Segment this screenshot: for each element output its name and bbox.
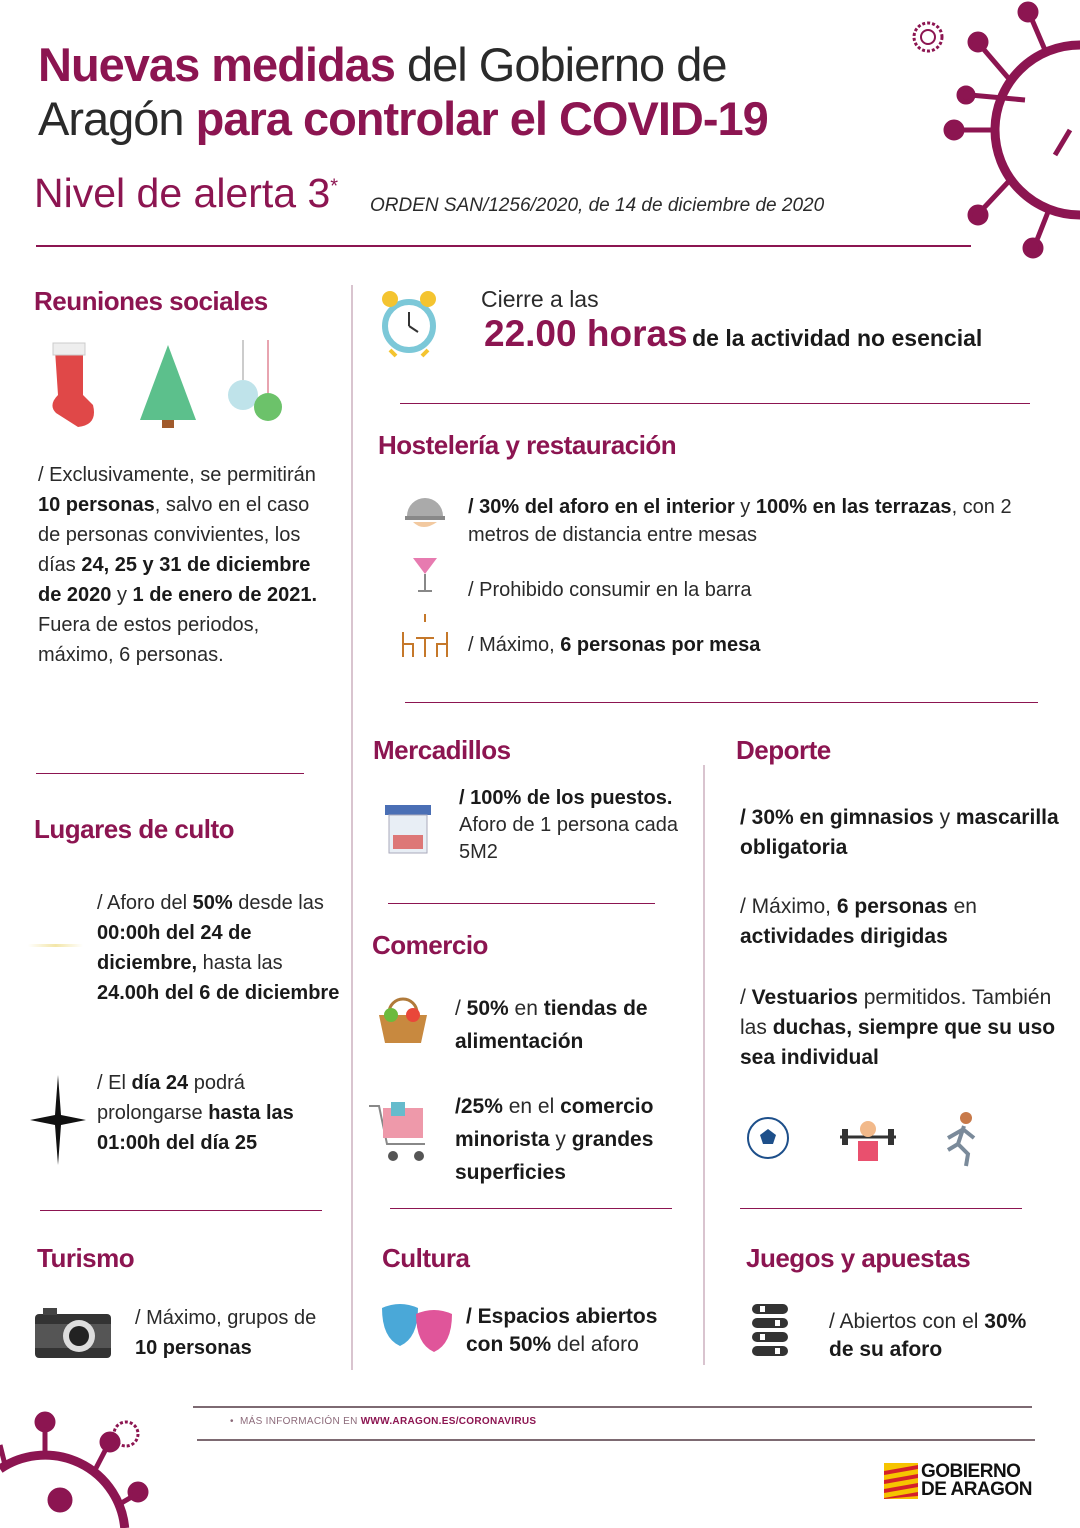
alert-level-text: Nivel de alerta 3: [34, 170, 331, 216]
text: / Aforo del: [97, 892, 193, 914]
christmas-decorations-icon: [40, 335, 290, 430]
text: en: [508, 997, 544, 1020]
cultura-text: [466, 1303, 696, 1359]
section-title-cultura: Cultura: [382, 1243, 470, 1273]
order-reference: ORDEN SAN/1256/2020, de 14 de diciembre de 2020: [370, 195, 825, 216]
camera-icon: [35, 1308, 111, 1358]
culto-item: [97, 888, 347, 1008]
market-stall-icon: [383, 803, 433, 855]
section-title-culto: Lugares de culto: [34, 814, 235, 844]
column-divider: [703, 765, 705, 1365]
text: / Máximo,: [468, 634, 561, 656]
header-divider: [36, 245, 971, 247]
section-title-deporte: Deporte: [736, 735, 831, 765]
text: /: [455, 997, 467, 1020]
bold-text: 30% de su aforo: [829, 1310, 1027, 1361]
logo-line-1: GOBIERNO: [921, 1461, 1021, 1482]
more-info-link[interactable]: WWW.ARAGON.ES/CORONAVIRUS: [360, 1416, 537, 1427]
divider: [40, 1210, 322, 1211]
bold-text: 50%: [192, 892, 233, 914]
bold-text: mascarilla obligatoria: [740, 806, 1059, 859]
text: hasta las: [197, 952, 283, 974]
bold-text: día 24: [131, 1072, 189, 1094]
deporte-item: [740, 803, 1060, 863]
text: / Máximo,: [740, 895, 837, 918]
alarm-clock-icon: [380, 284, 438, 358]
bold-text: 24, 25 y 31 de diciembre de 2020: [38, 554, 311, 606]
text: podrá prolongarse: [97, 1072, 245, 1124]
section-title-reuniones: Reuniones sociales: [34, 286, 268, 316]
bold-text: 00:00h del 24 de diciembre,: [97, 922, 252, 974]
bold-text: Nuevas medidas: [38, 38, 395, 91]
bold-text: / 30% del aforo en el interior: [468, 496, 735, 518]
bold-text: 100% en las terrazas: [755, 496, 952, 518]
title-line-1: [38, 38, 768, 92]
text: / Prohibido consumir en la barra: [468, 579, 752, 601]
closing-time-line: [484, 313, 982, 355]
bold-text: / 30% en gimnasios: [740, 806, 934, 829]
small-virus-icon: [905, 14, 951, 60]
divider: [400, 403, 1030, 404]
title-line-2: [38, 92, 768, 146]
section-title-turismo: Turismo: [37, 1243, 135, 1273]
bold-text: duchas, siempre que su uso sea individual: [740, 1016, 1056, 1069]
logo-line-2: DE ARAGON: [921, 1479, 1032, 1500]
closing-pre: Cierre a las: [481, 286, 599, 312]
hosteleria-item: [468, 630, 760, 660]
hosteleria-item: [468, 493, 1038, 549]
reuniones-text: [38, 460, 328, 670]
small-virus-bottom-icon: [108, 1416, 144, 1452]
text: / Exclusivamente, se permitirán: [38, 464, 316, 486]
bold-text: / 100% de los puestos.: [459, 787, 673, 809]
text: /: [740, 986, 752, 1009]
page-title: [38, 38, 768, 146]
text: permitidos. También las: [740, 986, 1052, 1039]
more-info-label: MÁS INFORMACIÓN EN: [239, 1416, 361, 1427]
light-sparkle-icon: [28, 944, 83, 947]
text: del Gobierno de: [394, 38, 727, 91]
bold-text: 50%: [466, 997, 509, 1020]
deporte-item: [740, 983, 1070, 1073]
bold-text: 1 de enero de 2021.: [132, 584, 318, 606]
text: en: [947, 895, 977, 918]
turismo-text: [135, 1303, 335, 1363]
deporte-item: [740, 892, 1060, 952]
text: y: [734, 496, 756, 518]
bold-text: 6 personas: [836, 895, 948, 918]
star-icon: [30, 1075, 86, 1165]
section-title-comercio: Comercio: [372, 930, 488, 960]
cloche-tray-icon: [403, 490, 447, 532]
text: y: [549, 1128, 572, 1151]
text: / Máximo, grupos de: [135, 1307, 317, 1329]
bold-text: 24.00h del 6 de diciembre: [97, 982, 340, 1004]
bold-text: 10 personas: [38, 494, 155, 516]
grocery-basket-icon: [377, 993, 429, 1045]
bold-text: comercio minorista: [455, 1095, 654, 1151]
weightlifting-icon: [838, 1115, 898, 1165]
table-chairs-icon: [400, 612, 450, 658]
more-info: • MÁS INFORMACIÓN EN WWW.ARAGON.ES/CORONAVIRUS: [230, 1416, 537, 1427]
shopping-cart-icon: [367, 1100, 433, 1166]
closing-post: de la actividad no esencial: [692, 325, 983, 351]
mercadillos-text: [459, 785, 689, 866]
hosteleria-item: [468, 575, 751, 605]
bold-text: grandes superficies: [455, 1128, 654, 1184]
footer-divider: [193, 1406, 1032, 1408]
section-title-hosteleria: Hostelería y restauración: [378, 430, 677, 460]
section-title-juegos: Juegos y apuestas: [746, 1243, 971, 1273]
section-title-mercadillos: Mercadillos: [373, 735, 511, 765]
poker-chips-icon: [748, 1302, 792, 1358]
bold-text: 10 personas: [135, 1337, 252, 1359]
closing-time: 22.00 horas: [484, 313, 688, 354]
cocktail-icon: [410, 552, 440, 594]
alert-level: [34, 170, 338, 217]
bold-text: 6 personas por mesa: [560, 634, 761, 656]
text: y: [111, 584, 133, 606]
column-divider: [351, 285, 353, 1370]
virus-decoration-icon: [930, 0, 1080, 270]
text: / El: [97, 1072, 132, 1094]
running-person-icon: [940, 1110, 980, 1168]
text: en el: [502, 1095, 561, 1118]
gobierno-aragon-logo: [884, 1463, 1032, 1499]
alert-footnote-mark: *: [330, 175, 339, 198]
text: / Abiertos con el: [829, 1310, 985, 1333]
divider: [405, 702, 1038, 703]
text: y: [933, 806, 956, 829]
text: , con 2 metros de distancia entre mesas: [468, 496, 1012, 546]
bold-text: para controlar el COVID-19: [195, 92, 768, 145]
comercio-item: [455, 1090, 700, 1189]
bold-text: / Espacios abiertos con 50%: [466, 1305, 658, 1356]
bold-text: hasta las 01:00h del día 25: [97, 1102, 294, 1154]
aragon-flag-icon: [884, 1463, 918, 1499]
divider: [740, 1208, 1022, 1209]
juegos-text: [829, 1308, 1049, 1364]
bold-text: actividades dirigidas: [740, 925, 948, 948]
text: Fuera de estos periodos, máximo, 6 personas.: [38, 614, 260, 666]
divider: [390, 1208, 672, 1209]
bold-text: tiendas de alimentación: [455, 997, 648, 1053]
comercio-item: [455, 992, 695, 1058]
text: Aforo de 1 persona cada 5M2: [459, 814, 679, 863]
divider: [36, 773, 304, 774]
footer-divider: [197, 1439, 1035, 1441]
text: desde las: [232, 892, 324, 914]
text: del aforo: [551, 1333, 639, 1356]
bold-text: Vestuarios: [751, 986, 858, 1009]
culto-item: [97, 1068, 337, 1158]
text: Aragón: [38, 92, 196, 145]
text: , salvo en el caso de personas convivientes, los días: [38, 494, 310, 576]
bold-text: /25%: [455, 1095, 503, 1118]
theater-masks-icon: [380, 1302, 456, 1354]
soccer-ball-icon: [745, 1115, 791, 1161]
divider: [388, 903, 655, 904]
